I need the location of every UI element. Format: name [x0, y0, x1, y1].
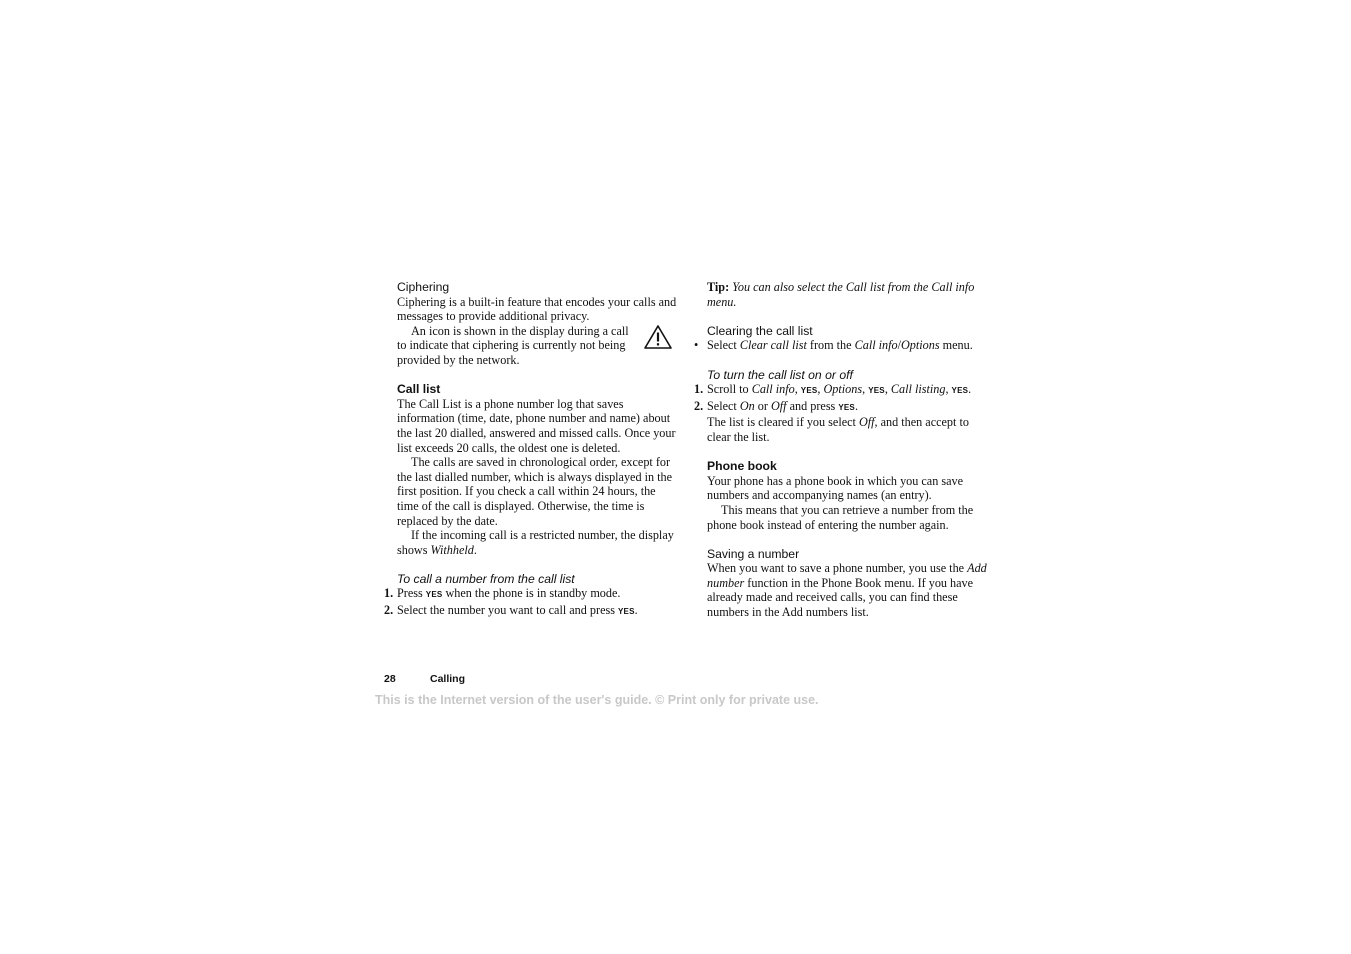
- call-from-list-step-1: 1. Press YES when the phone is in standby mode.: [384, 586, 621, 601]
- call-from-list-heading: To call a number from the call list: [397, 571, 575, 586]
- turn-on-off-heading: To turn the call list on or off: [707, 367, 853, 382]
- phone-book-heading: Phone book: [707, 459, 777, 474]
- call-list-paragraph-3: If the incoming call is a restricted number, the display shows Withheld.: [397, 528, 674, 557]
- yes-key: YES: [951, 386, 969, 396]
- saving-heading: Saving a number: [707, 546, 800, 561]
- yes-key: YES: [800, 386, 818, 396]
- call-from-list-step-2: 2. Select the number you want to call and press YES.: [384, 603, 638, 618]
- right-column: [694, 280, 992, 620]
- call-list-heading: Call list: [397, 382, 441, 397]
- ciphering-paragraph-1: Ciphering is a built-in feature that encodes your calls and messages to provide additional privacy.: [397, 294, 677, 324]
- page-number: 28: [384, 673, 396, 685]
- call-list-paragraph-1: The Call List is a phone number log that saves information (time, date, phone number and name) about the last 20 dialled, answered and missed calls. Once your list exceeds 20 calls, the oldest one is deleted.: [397, 396, 676, 455]
- call-from-list-steps: [384, 586, 677, 619]
- ciphering-icon-block: [397, 324, 677, 368]
- ciphering-paragraph-2: An icon is shown in the display during a call to indicate that ciphering is currently not being provided by the network.: [397, 323, 629, 367]
- internet-version-notice: This is the Internet version of the user's guide. © Print only for private use.: [375, 693, 819, 707]
- ciphering-heading: Ciphering: [397, 280, 450, 294]
- clearing-bullets: [694, 338, 992, 353]
- yes-key: YES: [838, 402, 855, 412]
- saving-paragraph: When you want to save a phone number, you use the Add number function in the Phone Book menu. If you have already made and received calls, you can find these numbers in the Add numbers list.: [707, 561, 987, 620]
- call-list-paragraph-2: The calls are saved in chronological order, except for the last dialled number, which is always displayed in the first position. If you check a call within 24 hours, the time of the call is displayed. Otherwise, the time is replaced by the date.: [397, 455, 673, 528]
- turn-on-off-step-2: 2. Select On or Off and press YES. The list is cleared if you select Off, and then accept to clear the list.: [694, 398, 969, 444]
- section-name: Calling: [430, 673, 466, 685]
- phone-book-paragraph-1: Your phone has a phone book in which you can save numbers and accompanying names (an entry).: [707, 473, 964, 503]
- clearing-heading: Clearing the call list: [707, 323, 813, 338]
- turn-on-off-steps: [694, 382, 992, 444]
- yes-key: YES: [868, 386, 885, 396]
- warning-triangle-icon: [643, 324, 673, 350]
- tip: Tip: You can also select the Call list from the Call info menu.: [707, 280, 975, 309]
- yes-key: YES: [618, 607, 635, 617]
- turn-on-off-step-1: 1. Scroll to Call info, YES, Options, YES, Call listing, YES.: [694, 382, 972, 397]
- phone-book-paragraph-2: This means that you can retrieve a number from the phone book instead of entering the number again.: [707, 502, 974, 532]
- yes-key: YES: [425, 590, 443, 600]
- left-column: [384, 280, 677, 620]
- clearing-bullet-item: • Select Clear call list from the Call info/Options menu.: [694, 338, 973, 353]
